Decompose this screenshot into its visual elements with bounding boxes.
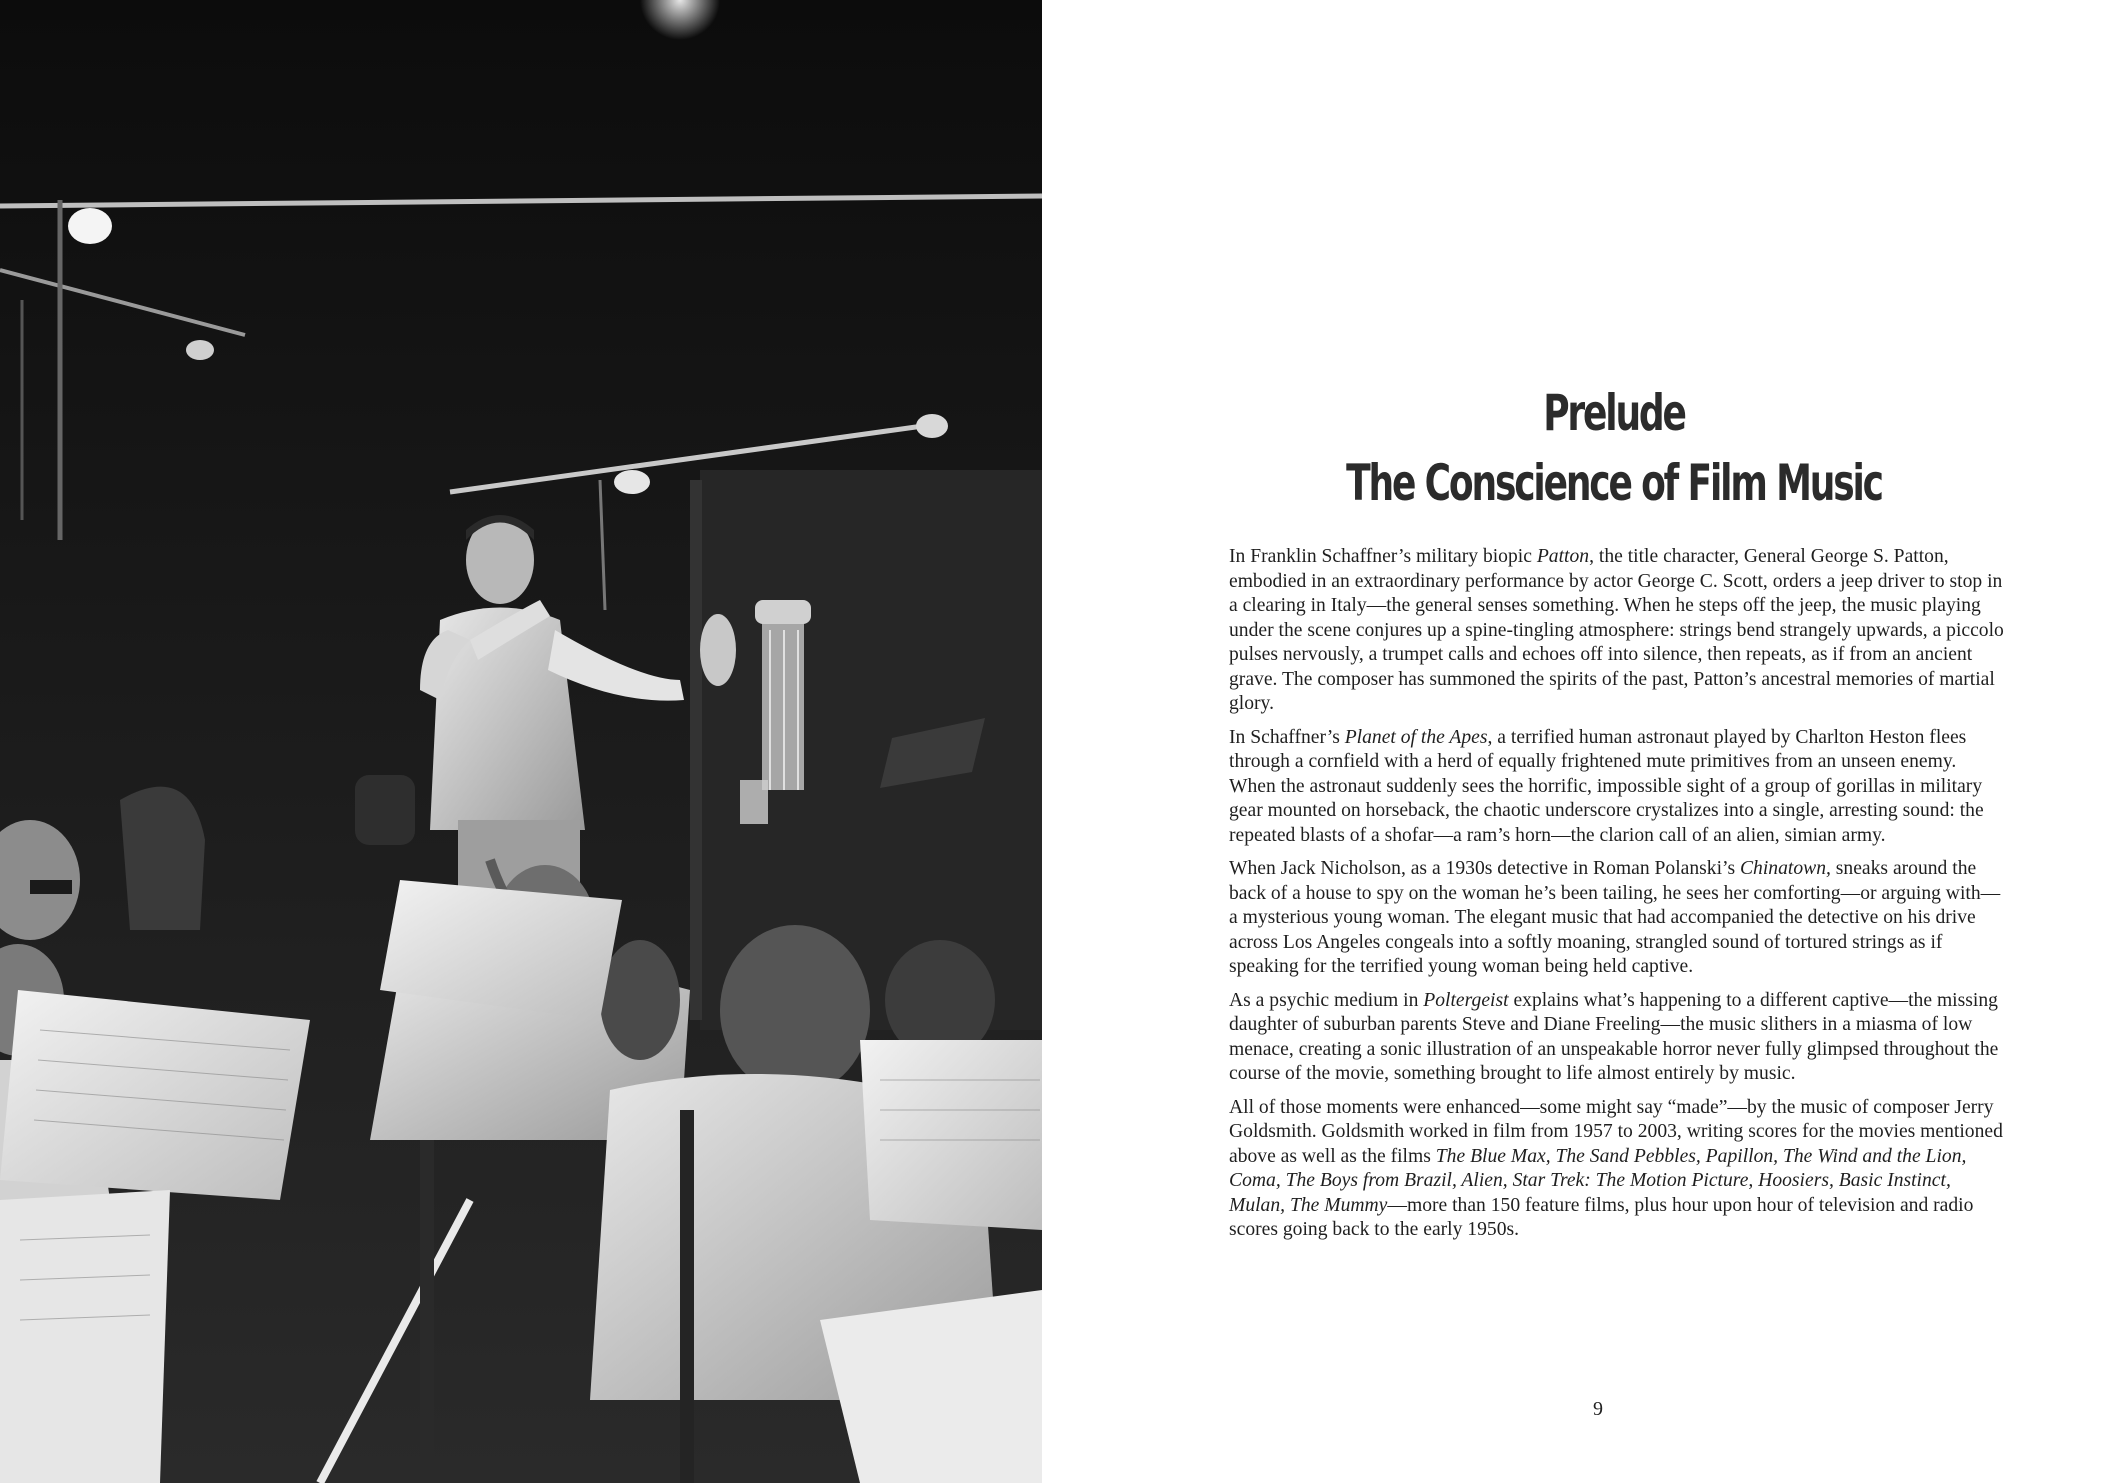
paragraph-text: explains what’s happening to a different captive—the missing daughter of suburban parents Steve and Diane Freeling—the music slithers in a miasma of low menace, creating a sonic illustration of an unspeakable horror never fully glimpsed throughout the course of the movie, something brought to life almost entirely by music.	[1229, 989, 1999, 1084]
paragraph-text: In Schaffner’s	[1229, 726, 1345, 748]
body-paragraph	[1229, 857, 2005, 980]
chapter-heading	[1042, 378, 2126, 518]
film-title: The Blue Max, The Sand Pebbles, Papillon, The Wind and the Lion, Coma, The Boys from Brazil, Alien, Star Trek: The Motion Picture, Hoosiers, Basic Instinct, Mulan, The Mummy	[1229, 1145, 1967, 1216]
paragraph-text: All of those moments were enhanced—some might say “made”—by the music of composer Jerry Goldsmith. Goldsmith worked in film from 1957 to 2003, writing scores for the movies mentioned above as well as the films	[1229, 1096, 2003, 1167]
paragraph-text: sneaks around the back of a house to spy on the woman he’s been tailing, he sees her comforting—or arguing with—a mysterious young woman. The elegant music that had accompanied the detective on his drive across Los Angeles congeals into a softly moaning, strangled sound of tortured strings as if speaking for the terrified young woman being held captive.	[1229, 858, 2001, 977]
film-title: Patton	[1536, 546, 1590, 567]
paragraph-text: , a terrified human astronaut played by Charlton Heston flees through a cornfield with a herd of equally frightened mute primitives from an unseen enemy. When the astronaut suddenly sees the horrific, impossible sight of a group of gorillas in military gear mounted on horseback, the chaotic underscore crystalizes into a single, arresting sound: the repeated blasts of a shofar—a ram’s horn—the clarion call of an alien, simian army.	[1229, 726, 1984, 846]
orchestra-photograph	[0, 0, 1042, 1483]
chapter-label: Prelude	[1543, 384, 1685, 442]
film-title: Planet of the Apes	[1344, 726, 1488, 748]
paragraph-text: In Franklin Schaffner’s military biopic	[1229, 546, 1537, 567]
page-number: 9	[1593, 1398, 1603, 1420]
paragraph-text: —more than 150 feature films, plus hour upon hour of television and radio scores going back to the early 1950s.	[1229, 1194, 1974, 1240]
paragraph-text: As a psychic medium in	[1229, 989, 1424, 1011]
film-title: Poltergeist	[1423, 989, 1509, 1011]
body-paragraph	[1229, 1096, 2005, 1243]
paragraph-text: When Jack Nicholson, as a 1930s detective in Roman Polanski’s	[1229, 858, 1740, 879]
body-paragraph	[1229, 726, 2005, 849]
body-paragraph	[1229, 545, 2005, 717]
body-text	[1229, 545, 2005, 1252]
paragraph-text: , the title character, General George S. Patton, embodied in an extraordinary performance by actor George C. Scott, orders a jeep driver to stop in a clearing in Italy—the general senses something. When he steps off the jeep, the music playing under the scene conjures up a spine-tingling atmosphere: strings bend strangely upwards, a piccolo pulses nervously, a trumpet calls and echoes off into silence, then repeats, as if from an ancient grave. The composer has summoned the spirits of the past, Patton’s ancestral memories of martial glory.	[1229, 546, 2004, 714]
text-page	[1042, 0, 2126, 1483]
body-paragraph	[1229, 989, 2005, 1087]
film-title: Chinatown,	[1739, 858, 1831, 879]
photo-page	[0, 0, 1042, 1483]
chapter-title: The Conscience of Film Music	[1346, 454, 1882, 512]
